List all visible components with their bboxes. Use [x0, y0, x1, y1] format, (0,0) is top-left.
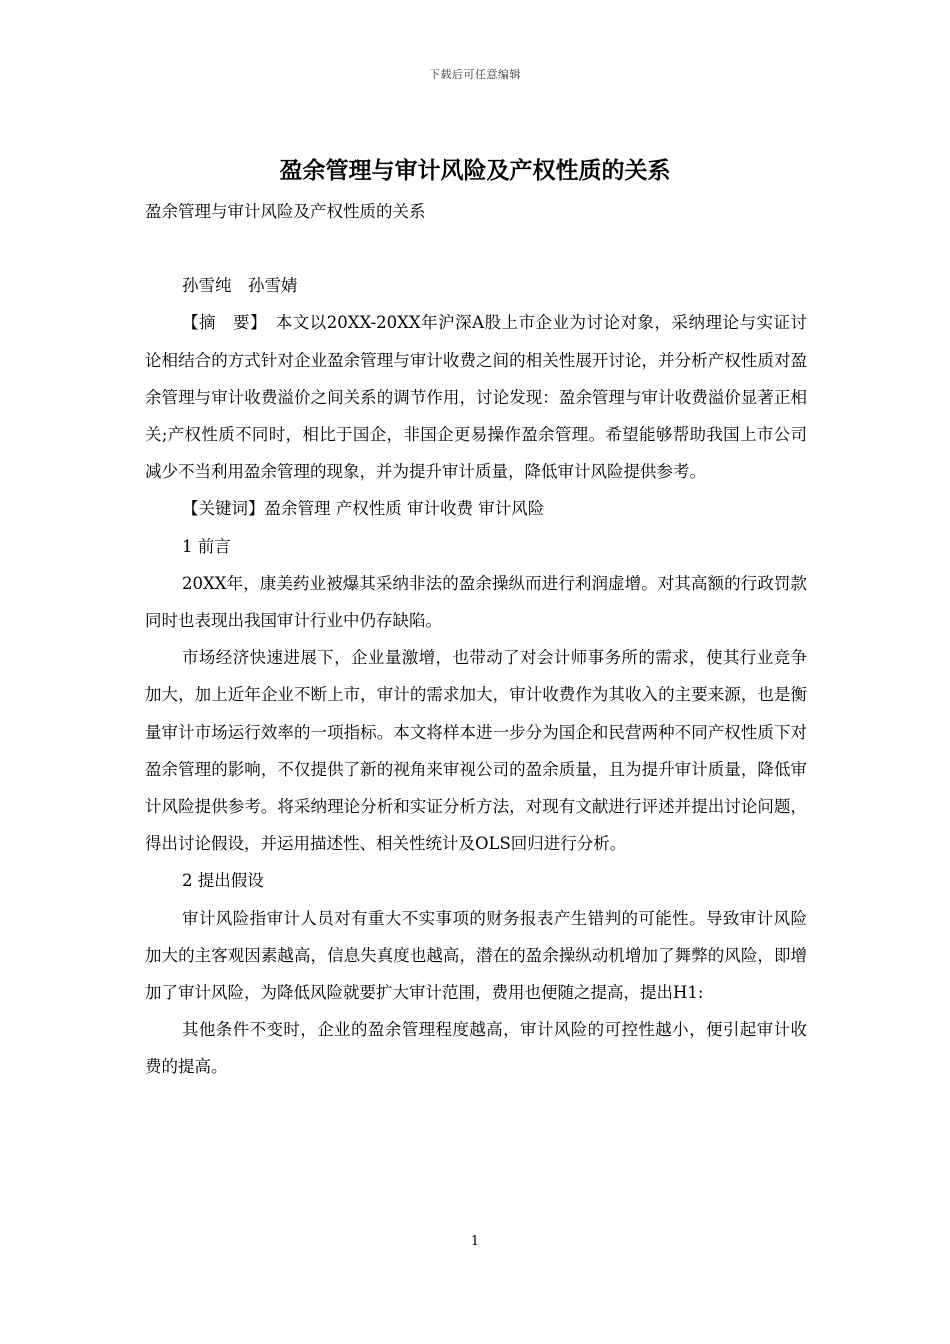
body-paragraph: 市场经济快速进展下，企业量激增，也带动了对会计师事务所的需求，使其行业竞争加大，加上近年企业不断上市，审计的需求加大，审计收费作为其收入的主要来源，也是衡量审计市场运行效率的一项指标。本文将样本进一步分为国企和民营两种不同产权性质下对盈余管理的影响，不仅提供了新的视角来审视公司的盈余质量，且为提升审计质量，降低审计风险提供参考。将采纳理论分析和实证分析方法，对现有文献进行评述并提出讨论问题，得出讨论假设，并运用描述性、相关性统计及OLS回归进行分析。 [145, 648, 807, 854]
document-subtitle: 盈余管理与审计风险及产权性质的关系 [145, 202, 426, 221]
document-title: 盈余管理与审计风险及产权性质的关系 [279, 157, 671, 184]
body-paragraph: 20XX年，康美药业被爆其采纳非法的盈余操纵而进行利润虚增。对其高额的行政罚款同时也表现出我国审计行业中仍存缺陷。 [145, 573, 807, 631]
authors-line: 孙雪纯 孙雪婧 [182, 276, 298, 296]
document-body [145, 193, 807, 1086]
page-header-note: 下载后可任意编辑 [429, 68, 521, 81]
keywords-line: 【关键词】盈余管理 产权性质 审计收费 审计风险 [182, 499, 545, 519]
body-paragraph: 审计风险指审计人员对有重大不实事项的财务报表产生错判的可能性。导致审计风险加大的主客观因素越高，信息失真度也越高，潜在的盈余操纵动机增加了舞弊的风险，即增加了审计风险，为降低风险就要扩大审计范围，费用也便随之提高，提出H1: [145, 908, 807, 1003]
page-number: 1 [470, 1234, 480, 1249]
abstract-paragraph: 【摘 要】 本文以20XX-20XX年沪深A股上市企业为讨论对象，采纳理论与实证讨论相结合的方式针对企业盈余管理与审计收费之间的相关性展开讨论，并分析产权性质对盈余管理与审计收费溢价之间关系的调节作用，讨论发现：盈余管理与审计收费溢价显著正相关;产权性质不同时，相比于国企，非国企更易操作盈余管理。希望能够帮助我国上市公司减少不当利用盈余管理的现象，并为提升审计质量，降低审计风险提供参考。 [145, 313, 807, 482]
body-paragraph: 其他条件不变时，企业的盈余管理程度越高，审计风险的可控性越小，便引起审计收费的提高。 [145, 1020, 807, 1077]
section-heading-hypothesis: 2 提出假设 [182, 871, 264, 891]
section-heading-introduction: 1 前言 [182, 536, 231, 556]
